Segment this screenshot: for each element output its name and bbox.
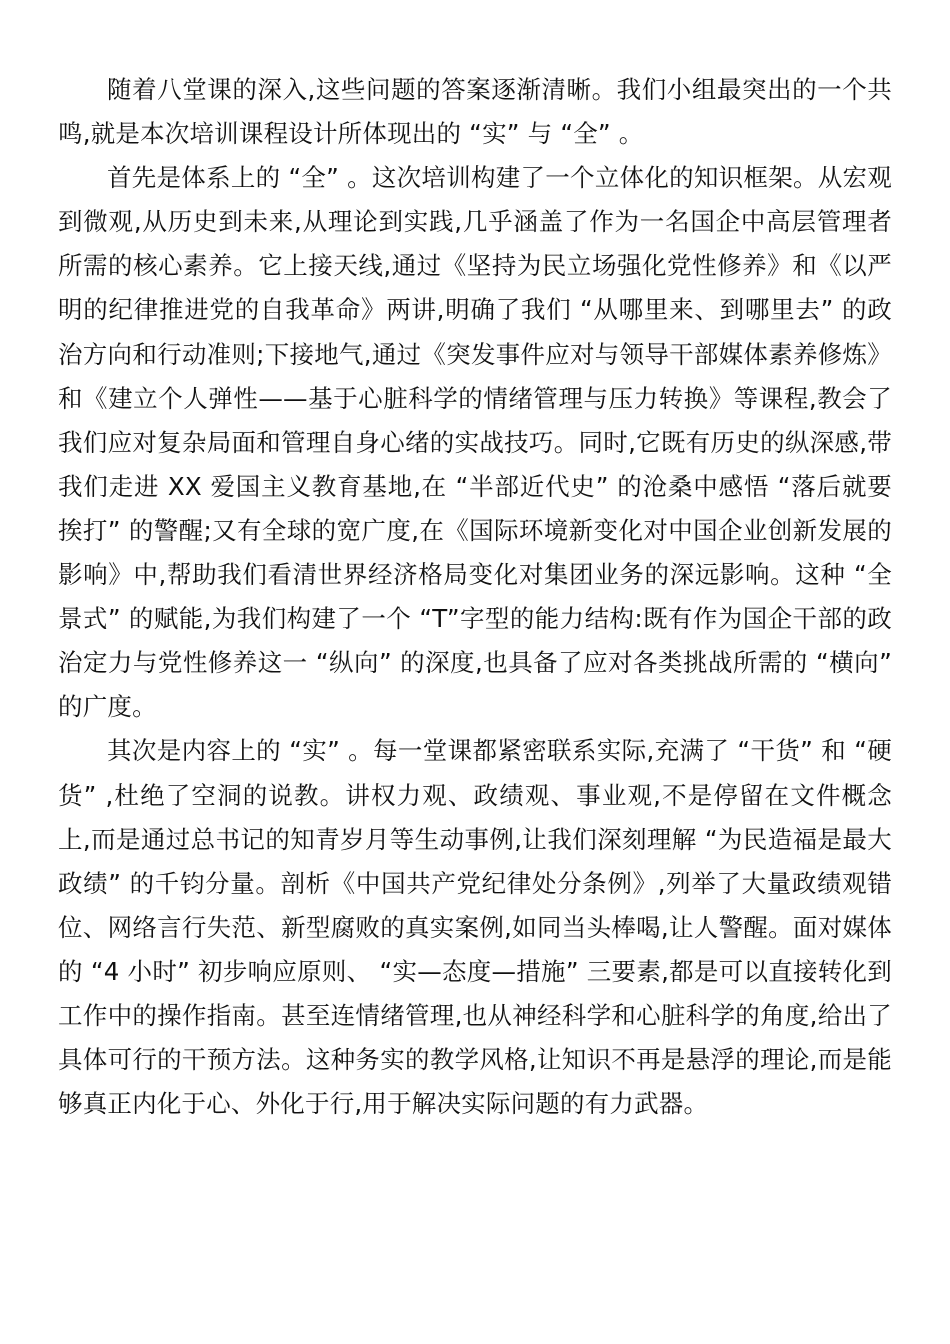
paragraph-intro: 随着八堂课的深入,这些问题的答案逐渐清晰。我们小组最突出的一个共鸣,就是本次培训课程设计所体现出的 “实” 与 “全” 。 xyxy=(58,75,892,149)
document-page xyxy=(58,68,900,1126)
paragraph-practical: 其次是内容上的 “实” 。每一堂课都紧密联系实际,充满了 “干货” 和 “硬货” ,杜绝了空洞的说教。讲权力观、政绩观、事业观,不是停留在文件概念上,而是通过总书记的知青岁月等生动事例,让我们深刻理解 “为民造福是最大政绩” 的千钧分量。剖析《中国共产党纪律处分条例》,列举了大量政绩观错位、网络言行失范、新型腐败的真实案例,如同当头棒喝,让人警醒。面对媒体的 “4 小时” 初步响应原则、 “实—态度—措施” 三要素,都是可以直接转化到工作中的操作指南。甚至连情绪管理,也从神经科学和心脏科学的角度,给出了具体可行的干预方法。这种务实的教学风格,让知识不再是悬浮的理论,而是能够真正内化于心、外化于行,用于解决实际问题的有力武器。 xyxy=(58,736,892,1119)
paragraph-comprehensive: 首先是体系上的 “全” 。这次培训构建了一个立体化的知识框架。从宏观到微观,从历史到未来,从理论到实践,几乎涵盖了作为一名国企中高层管理者所需的核心素养。它上接天线,通过《坚持为民立场强化党性修养》和《以严明的纪律推进党的自我革命》两讲,明确了我们 “从哪里来、到哪里去” 的政治方向和行动准则;下接地气,通过《突发事件应对与领导干部媒体素养修炼》和《建立个人弹性——基于心脏科学的情绪管理与压力转换》等课程,教会了我们应对复杂局面和管理自身心绪的实战技巧。同时,它既有历史的纵深感,带我们走进 XX 爱国主义教育基地,在 “半部近代史” 的沧桑中感悟 “落后就要挨打” 的警醒;又有全球的宽广度,在《国际环境新变化对中国企业创新发展的影响》中,帮助我们看清世界经济格局变化对集团业务的深远影响。这种 “全景式” 的赋能,为我们构建了一个 “T”字型的能力结构:既有作为国企干部的政治定力与党性修养这一 “纵向” 的深度,也具备了应对各类挑战所需的 “横向” 的广度。 xyxy=(58,163,900,722)
